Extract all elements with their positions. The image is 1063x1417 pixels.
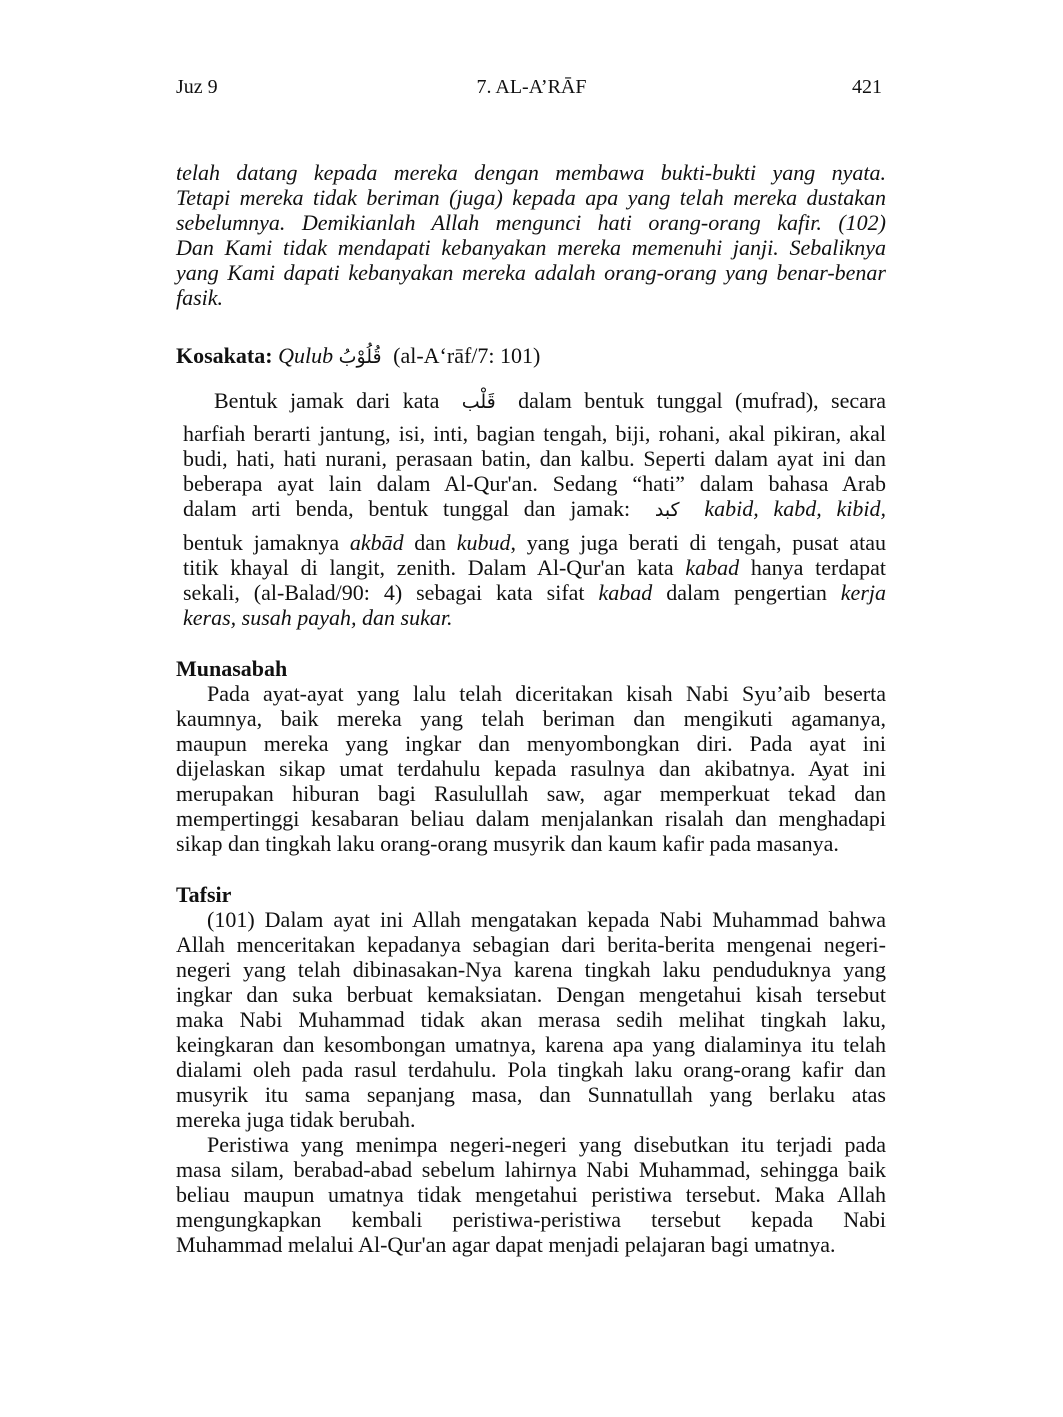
text-line: dijelaskan sikap umat terdahulu kepada rasulnya dan akibatnya. Ayat ini (176, 756, 886, 781)
text-run: budi, hati, hati nurani, perasaan batin, dan kalbu. Seperti dalam ayat ini dan (183, 446, 886, 471)
italic-term: kabid, kabd, kibid, (704, 496, 886, 521)
text-line: sebelumnya. Demikianlah Allah mengunci hati orang-orang kafir. (102) (176, 210, 886, 235)
tafsir-heading: Tafsir (176, 882, 232, 907)
munasabah-heading: Munasabah (176, 656, 288, 681)
text-run: dalam bentuk tunggal (mufrad), secara (505, 388, 886, 413)
running-header-juz: Juz 9 (176, 76, 218, 98)
text-run: dalam arti benda, bentuk tunggal dan jamak: (183, 496, 645, 521)
text-line (183, 471, 886, 496)
italic-term: kabad (598, 580, 653, 605)
text-line: sikap dan tingkah laku orang-orang musyrik dan kaum kafir pada masanya. (176, 831, 839, 856)
text-line (183, 580, 886, 605)
text-run: titik khayal di langit, zenith. Dalam Al-Qur'an kata (183, 555, 686, 580)
text-run: bentuk jamaknya (183, 530, 350, 555)
tafsir-section (176, 882, 886, 1257)
munasabah-section (176, 656, 886, 856)
text-line (183, 446, 886, 471)
text-line: Dan Kami tidak mendapati kebanyakan mereka memenuhi janji. Sebaliknya (176, 235, 886, 260)
text-run: dan (403, 530, 457, 555)
text-line (183, 605, 886, 630)
text-line: keingkaran dan kesombongan umatnya, karena apa yang dialaminya itu telah (176, 1032, 886, 1057)
text-run: dalam pengertian (652, 580, 841, 605)
text-line: dialami oleh pada rasul terdahulu. Pola tingkah laku orang-orang kafir dan (176, 1057, 886, 1082)
text-line: musyrik itu sama sepanjang masa, dan Sunnatullah yang berlaku atas (176, 1082, 886, 1107)
text-run (690, 496, 705, 521)
kosakata-term: Qulub (278, 343, 334, 368)
text-line: telah datang kepada mereka dengan membawa bukti-bukti yang nyata. (176, 160, 886, 185)
arabic-word: قَلْب (461, 391, 496, 413)
text-line (183, 388, 886, 413)
text-line: masa silam, berabad-abad sebelum lahirnya Nabi Muhammad, sehingga baik (176, 1157, 886, 1182)
italic-term: keras, susah payah, dan sukar. (183, 605, 453, 630)
text-line: maupun mereka yang ingkar dan menyombongkan diri. Pada ayat ini (176, 731, 886, 756)
text-run: beberapa ayat lain dalam Al-Qur'an. Sedang “hati” dalam bahasa Arab (183, 471, 886, 496)
text-run: hanya terdapat (739, 555, 886, 580)
text-line: mengungkapkan kembali peristiwa-peristiwa tersebut kepada Nabi (176, 1207, 886, 1232)
text-line: maka Nabi Muhammad tidak akan merasa sedih melihat tingkah laku, (176, 1007, 886, 1032)
page-number: 421 (852, 76, 882, 98)
text-line (183, 496, 886, 521)
munasabah-paragraph (176, 681, 886, 856)
text-line: fasik. (176, 285, 224, 310)
text-line: Peristiwa yang menimpa negeri-negeri yang disebutkan itu terjadi pada (207, 1132, 886, 1157)
text-line: (101) Dalam ayat ini Allah mengatakan kepada Nabi Muhammad bahwa (207, 907, 886, 932)
italic-term: kabad (685, 555, 740, 580)
text-line (183, 530, 886, 555)
text-line: kaumnya, baik mereka yang telah beriman dan mengikuti agamanya, (176, 706, 886, 731)
text-line: ingkar dan suka berbuat kemaksiatan. Dengan mengetahui kisah tersebut (176, 982, 886, 1007)
kosakata-label: Kosakata: (176, 343, 273, 368)
text-line: Pada ayat-ayat yang lalu telah diceritakan kisah Nabi Syu’aib beserta (207, 681, 886, 706)
text-line: mereka juga tidak berubah. (176, 1107, 416, 1132)
arabic-word: كبد (654, 499, 680, 521)
kosakata-reference: (al-A‘rāf/7: 101) (393, 343, 541, 368)
text-run: Bentuk jamak dari kata (214, 388, 452, 413)
kosakata-heading (176, 343, 886, 368)
text-line: yang Kami dapati kebanyakan mereka adalah orang-orang yang benar-benar (176, 260, 886, 285)
italic-term: kerja (840, 580, 886, 605)
text-line: negeri yang telah dibinasakan-Nya karena tingkah laku penduduknya yang (176, 957, 886, 982)
text-line (183, 421, 886, 446)
text-line: beliau maupun umatnya tidak mengetahui peristiwa tersebut. Maka Allah (176, 1182, 886, 1207)
text-line: Tetapi mereka tidak beriman (juga) kepada apa yang telah mereka dustakan (176, 185, 886, 210)
running-header-chapter: 7. AL-A’RĀF (476, 76, 587, 98)
text-line: mempertinggi kesabaran beliau dalam menjalankan risalah dan menghadapi (176, 806, 886, 831)
text-run: sekali, (al-Balad/90: 4) sebagai kata sifat (183, 580, 599, 605)
italic-term: akbād (349, 530, 404, 555)
kosakata-paragraph (183, 388, 886, 630)
text-line: Allah menceritakan kepadanya sebagian dari berita-berita mengenai negeri- (176, 932, 886, 957)
text-line: Muhammad melalui Al-Qur'an agar dapat menjadi pelajaran bagi umatnya. (176, 1232, 836, 1257)
tafsir-paragraph (176, 1132, 886, 1257)
tafsir-paragraph (176, 907, 886, 1132)
text-line (183, 555, 886, 580)
intro-paragraph (176, 160, 886, 310)
text-line: merupakan hiburan bagi Rasulullah saw, agar memperkuat tekad dan (176, 781, 886, 806)
italic-term: kubud (456, 530, 511, 555)
kosakata-term-arabic: قُلُوْبُ (338, 346, 382, 368)
text-run: harfiah berarti jantung, isi, inti, bagian tengah, biji, rohani, akal pikiran, akal (183, 421, 886, 446)
text-run: , yang juga berati di tengah, pusat atau (510, 530, 886, 555)
